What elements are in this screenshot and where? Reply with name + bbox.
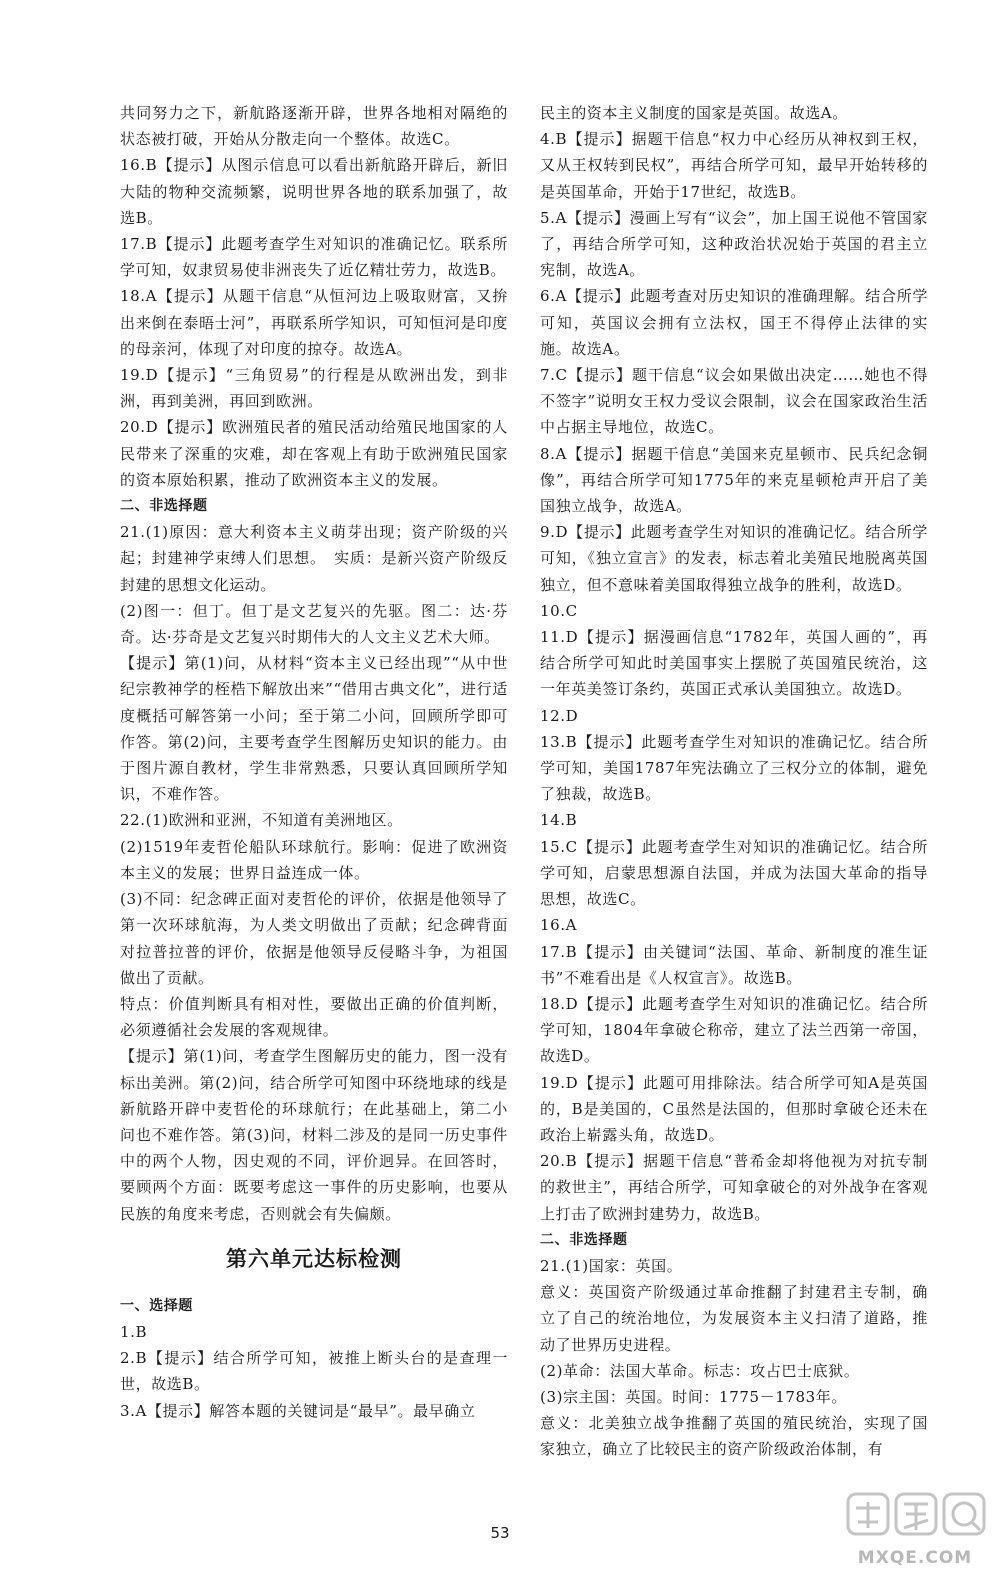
answer-paragraph: 14.B bbox=[540, 811, 578, 830]
answer-paragraph: 1.B bbox=[120, 1322, 148, 1341]
left-column bbox=[120, 100, 508, 1424]
answer-paragraph: 【提示】第(1)问，从材料“资本主义已经出现”“从中世纪宗教神学的桎梏下解放出来”“借用古典文化”，进行适度概括可解答第一小问；至于第二小问，回顾所学即可作答。第(2)问，主要考查学生图解历史知识的能力。由于图片源自教材，学生非常熟悉，只要认真回顾所学知识，不难作答。 bbox=[120, 654, 508, 804]
answer-paragraph: 3.A【提示】解答本题的关键词是“最早”。最早确立 bbox=[120, 1401, 476, 1420]
answer-paragraph: 19.D【提示】此题可用排除法。结合所学可知A是英国的，B是美国的，C虽然是法国的，但那时拿破仑还未在政治上崭露头角，故选D。 bbox=[540, 1073, 928, 1144]
answer-paragraph: 2.B【提示】结合所学可知，被推上断头台的是查理一世，故选B。 bbox=[120, 1349, 508, 1394]
section-heading: 一、选择题 bbox=[120, 1297, 193, 1314]
answer-paragraph: (2)1519年麦哲伦船队环球航行。影响：促进了欧洲资本主义的发展；世界日益连成一体。 bbox=[120, 837, 508, 882]
answer-paragraph: 21.(1)原因：意大利资本主义萌芽出现；资产阶级的兴起；封建神学束缚人们思想。 实质：是新兴资产阶级反封建的思想文化运动。 bbox=[120, 523, 508, 594]
answer-paragraph: 12.D bbox=[540, 706, 579, 725]
answer-paragraph: (2)图一：但丁。但丁是文艺复兴的先驱。图二：达·芬奇。达·芬奇是文艺复兴时期伟大的人文主义艺术大师。 bbox=[120, 601, 508, 647]
answer-paragraph: 20.B【提示】据题干信息“普希金却将他视为对抗专制的救世主”，再结合所学，可知拿破仑的对外战争在客观上打击了欧洲封建势力，故选B。 bbox=[540, 1152, 928, 1223]
answer-paragraph: 16.B【提示】从图示信息可以看出新航路开辟后，新旧大陆的物种交流频繁，说明世界各地的联系加强了，故选B。 bbox=[120, 156, 508, 227]
watermark-logo bbox=[840, 1488, 990, 1572]
answer-paragraph: 4.B【提示】据题干信息“权力中心经历从神权到王权，又从王权转到民权”，再结合所学可知，最早开始转移的是英国革命，开始于17世纪，故选B。 bbox=[540, 130, 928, 201]
answer-paragraph: 6.A【提示】此题考查对历史知识的准确理解。结合所学可知，英国议会拥有立法权，国王不得停止法律的实施。故选A。 bbox=[540, 287, 928, 358]
answer-paragraph: 特点：价值判断具有相对性，要做出正确的价值判断，必须遵循社会发展的客观规律。 bbox=[120, 994, 508, 1040]
answer-paragraph: 【提示】第(1)问，考查学生图解历史的能力，图一没有标出美洲。第(2)问，结合所学可知图中环绕地球的线是新航路开辟中麦哲伦的环球航行；在此基础上，第二小问也不难作答。第(3)问，材料二涉及的是同一历史事件中的两个人物，因史观的不同，评价迥异。在回答时，要顾两个方面：既要考虑这一事件的历史影响，也要从民族的角度来考虑，否则就会有失偏颇。 bbox=[120, 1047, 508, 1223]
answer-paragraph: 8.A【提示】据题干信息“美国来克星顿市、民兵纪念铜像”，再结合所学可知1775年的来克星顿枪声开启了美国独立战争，故选A。 bbox=[540, 444, 928, 516]
answer-paragraph: 10.C bbox=[540, 601, 578, 620]
page-number: 53 bbox=[490, 1524, 510, 1542]
section-heading: 二、非选择题 bbox=[540, 1231, 628, 1248]
answer-paragraph: 20.D【提示】欧洲殖民者的殖民活动给殖民地国家的人民带来了深重的灾难，却在客观上有助于欧洲殖民国家的资本原始积累，推动了欧洲资本主义的发展。 bbox=[120, 418, 508, 489]
answer-paragraph: 5.A【提示】漫画上写有“议会”，加上国王说他不管国家了，再结合所学可知，这种政治状况始于英国的君主立宪制，故选A。 bbox=[540, 208, 928, 280]
watermark-text: MXQE.COM bbox=[857, 1548, 973, 1568]
answer-paragraph: 22.(1)欧洲和亚洲，不知道有美洲地区。 bbox=[120, 811, 403, 830]
answer-paragraph: 17.B【提示】此题考查学生对知识的准确记忆。联系所学可知，奴隶贸易使非洲丧失了近亿精壮劳力，故选B。 bbox=[120, 235, 508, 280]
answer-paragraph: 18.D【提示】此题考查学生对知识的准确记忆。结合所学可知，1804年拿破仑称帝，建立了法兰西第一帝国，故选D。 bbox=[540, 994, 928, 1066]
answer-paragraph: (3)不同：纪念碑正面对麦哲伦的评价，依据是他领导了第一次环球航海，为人类文明做出了贡献；纪念碑背面对拉普拉普的评价，依据是他领导反侵略斗争，为祖国做出了贡献。 bbox=[120, 890, 508, 987]
answer-paragraph: (3)宗主国：英国。时间：1775－1783年。 bbox=[540, 1387, 847, 1406]
answer-paragraph: 11.D【提示】据漫画信息“1782年，英国人画的”，再结合所学可知此时美国事实上摆脱了英国殖民统治，这一年英美签订条约，英国正式承认美国独立。故选D。 bbox=[540, 628, 928, 699]
right-column bbox=[540, 100, 928, 1463]
answer-paragraph: 共同努力之下，新航路逐渐开辟，世界各地相对隔绝的状态被打破，开始从分散走向一个整体。故选C。 bbox=[120, 104, 508, 149]
answer-paragraph: 13.B【提示】此题考查学生对知识的准确记忆。结合所学可知，美国1787年宪法确立了三权分立的体制，避免了独裁，故选B。 bbox=[540, 732, 928, 804]
answer-paragraph: 16.A bbox=[540, 916, 578, 935]
answer-paragraph: 18.A【提示】从题干信息“从恒河边上吸取财富，又拚出来倒在泰晤士河”，再联系所学知识，可知恒河是印度的母亲河，体现了对印度的掠夺。故选A。 bbox=[120, 287, 508, 358]
section-heading: 二、非选择题 bbox=[120, 498, 208, 515]
answer-paragraph: 15.C【提示】此题考查学生对知识的准确记忆。结合所学可知，启蒙思想源自法国，并成为法国大革命的指导思想，故选C。 bbox=[540, 837, 928, 909]
answer-paragraph: 意义：英国资产阶级通过革命推翻了封建君主专制，确立了自己的统治地位，为发展资本主义扫清了道路，推动了世界历史进程。 bbox=[540, 1283, 928, 1354]
answer-paragraph: 7.C【提示】题干信息“议会如果做出决定……她也不得不签字”说明女王权力受议会限制，议会在国家政治生活中占据主导地位，故选C。 bbox=[540, 366, 928, 437]
answer-paragraph: 9.D【提示】此题考查学生对知识的准确记忆。结合所学可知，《独立宣言》的发表，标志着北美殖民地脱离英国独立，但不意味着美国取得独立战争的胜利，故选D。 bbox=[540, 523, 928, 594]
answer-paragraph: 意义：北美独立战争推翻了英国的殖民统治，实现了国家独立，确立了比较民主的资产阶级政治体制，有 bbox=[540, 1414, 928, 1459]
answer-paragraph: 21.(1)国家：英国。 bbox=[540, 1256, 683, 1275]
answer-paragraph: 19.D【提示】“三角贸易”的行程是从欧洲出发，到非洲，再到美洲，再回到欧洲。 bbox=[120, 366, 508, 411]
answer-paragraph: 17.B【提示】由关键词“法国、革命、新制度的准生证书”不难看出是《人权宣言》。故选B。 bbox=[540, 942, 928, 987]
answer-paragraph: 民主的资本主义制度的国家是英国。故选A。 bbox=[540, 104, 848, 122]
unit-title: 第六单元达标检测 bbox=[226, 1246, 402, 1271]
answer-paragraph: (2)革命：法国大革命。标志：攻占巴士底狱。 bbox=[540, 1361, 860, 1380]
watermark-stamp-icon bbox=[840, 1488, 990, 1550]
